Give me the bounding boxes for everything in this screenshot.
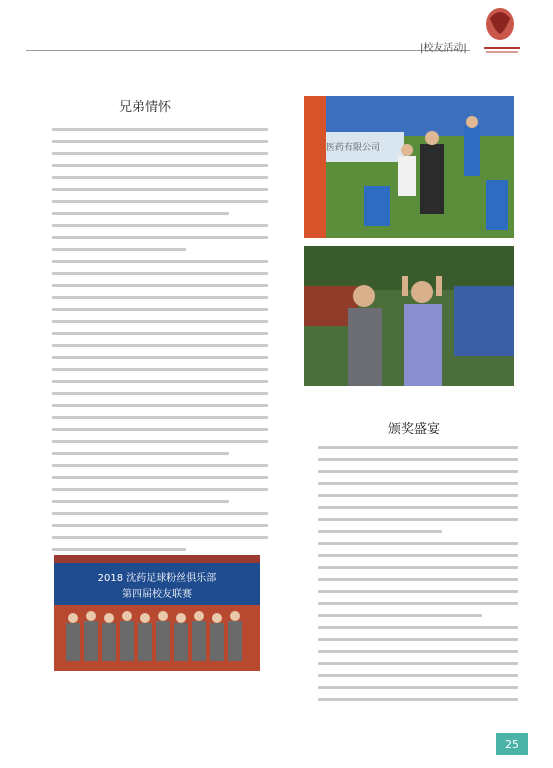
article-title-brotherhood: 兄弟情怀 (118, 100, 171, 115)
banner-text-line2: 第四届校友联赛 (122, 589, 192, 600)
photo-group-banner (54, 555, 260, 671)
section-label: |校友活动| (420, 43, 467, 54)
banner-text-line1: 2018 沈药足球粉丝俱乐部 (97, 573, 217, 584)
photo-match-day (304, 96, 514, 238)
sponsor-board-text: 医药有限公司 (326, 143, 381, 153)
article-body-right (318, 446, 518, 710)
article-body-left (52, 128, 268, 560)
page-number: 25 (496, 733, 528, 755)
article-title-award-banquet: 颁奖盛宴 (387, 422, 440, 437)
header-rule (26, 50, 470, 51)
magazine-logo (476, 0, 528, 56)
photo-celebration (304, 246, 514, 386)
